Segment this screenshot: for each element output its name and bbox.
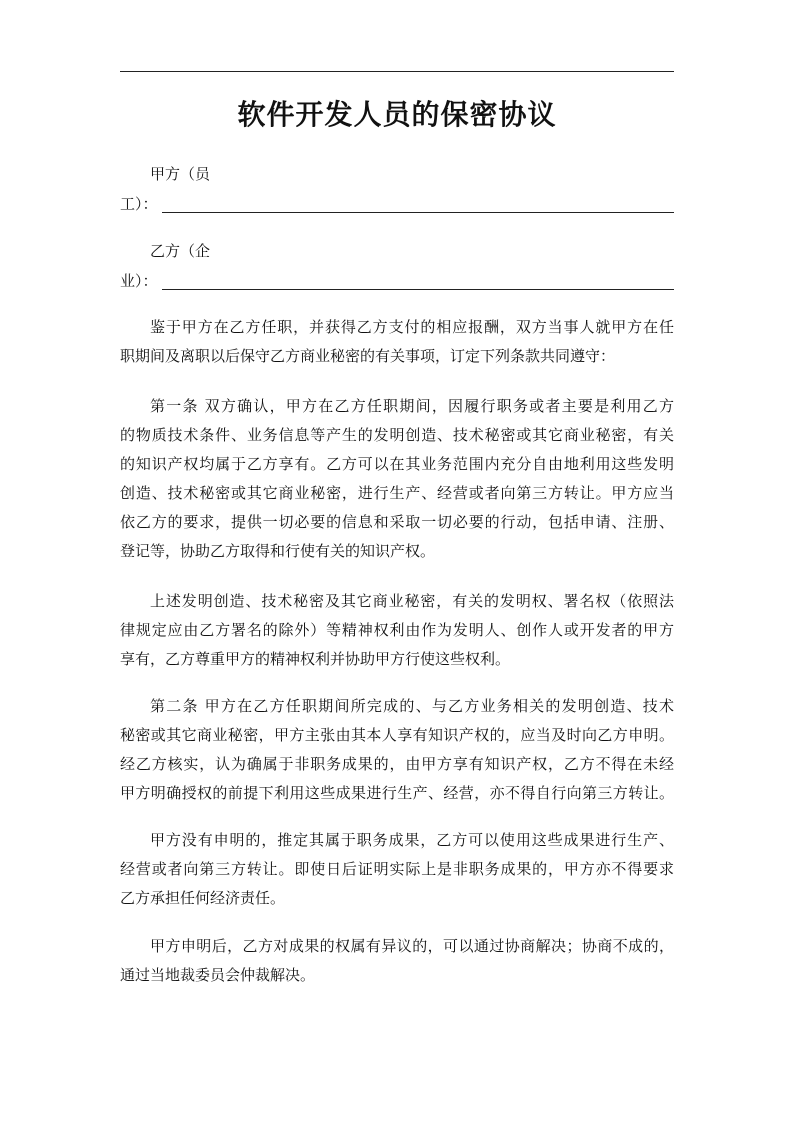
party-b-field — [120, 271, 674, 291]
paragraph-line: 秘密或其它商业秘密，甲方主张由其本人享有知识产权的，应当及时向乙方申明。 — [120, 726, 674, 744]
paragraph-preamble — [120, 313, 674, 371]
paragraph-line: 律规定应由乙方署名的除外）等精神权利由作为发明人、创作人或开发者的甲方 — [120, 621, 674, 639]
paragraph-line: 甲方明确授权的前提下利用这些成果进行生产、经营，亦不得自行向第三方转让。 — [120, 784, 674, 802]
paragraph-line: 第二条 甲方在乙方任职期间所完成的、与乙方业务相关的发明创造、技术 — [150, 697, 674, 715]
paragraph-line: 甲方申明后，乙方对成果的权属有异议的，可以通过协商解决；协商不成的， — [150, 937, 674, 955]
paragraph-article-2 — [120, 692, 674, 808]
paragraph-dispute — [120, 932, 674, 990]
party-b-label: 乙方（企 — [150, 242, 211, 260]
party-a-blank-line — [162, 212, 674, 213]
paragraph-line: 享有，乙方尊重甲方的精神权利并协助甲方行使这些权利。 — [120, 650, 511, 668]
paragraph-article-1 — [120, 392, 674, 566]
paragraph-line: 创造、技术秘密或其它商业秘密，进行生产、经营或者向第三方转让。甲方应当 — [120, 484, 674, 502]
paragraph-line: 乙方承担任何经济责任。 — [120, 889, 286, 907]
paragraph-line: 依乙方的要求，提供一切必要的信息和采取一切必要的行动，包括申请、注册、 — [120, 513, 674, 531]
document-title: 软件开发人员的保密协议 — [237, 98, 557, 131]
paragraph-line: 的知识产权均属于乙方享有。乙方可以在其业务范围内充分自由地利用这些发明 — [120, 455, 674, 473]
paragraph-line: 职期间及离职以后保守乙方商业秘密的有关事项，订定下列条款共同遵守： — [120, 347, 616, 365]
paragraph-line: 的物质技术条件、业务信息等产生的发明创造、技术秘密或其它商业秘密，有关 — [120, 426, 674, 444]
paragraph-line: 上述发明创造、技术秘密及其它商业秘密，有关的发明权、署名权（依照法 — [150, 592, 674, 610]
paragraph-moral-rights — [120, 587, 674, 674]
party-b-blank-line — [162, 289, 674, 290]
party-a-label: 甲方（员 — [150, 165, 211, 183]
paragraph-line: 经营或者向第三方转让。即使日后证明实际上是非职务成果的，甲方亦不得要求 — [120, 860, 674, 878]
party-b-lead: 业）： — [120, 272, 158, 290]
paragraph-line: 甲方没有申明的，推定其属于职务成果，乙方可以使用这些成果进行生产、 — [150, 831, 674, 849]
paragraph-line: 登记等，协助乙方取得和行使有关的知识产权。 — [120, 542, 436, 560]
paragraph-line: 第一条 双方确认，甲方在乙方任职期间，因履行职务或者主要是利用乙方 — [150, 397, 674, 415]
header-rule — [120, 71, 674, 72]
paragraph-line: 鉴于甲方在乙方任职，并获得乙方支付的相应报酬，双方当事人就甲方在任 — [150, 318, 674, 336]
party-a-field — [120, 194, 674, 214]
paragraph-line: 通过当地裁委员会仲裁解决。 — [120, 966, 316, 984]
party-a-lead: 工）： — [120, 195, 158, 213]
paragraph-line: 经乙方核实，认为确属于非职务成果的，由甲方享有知识产权，乙方不得在未经 — [120, 755, 674, 773]
paragraph-no-declaration — [120, 826, 674, 913]
